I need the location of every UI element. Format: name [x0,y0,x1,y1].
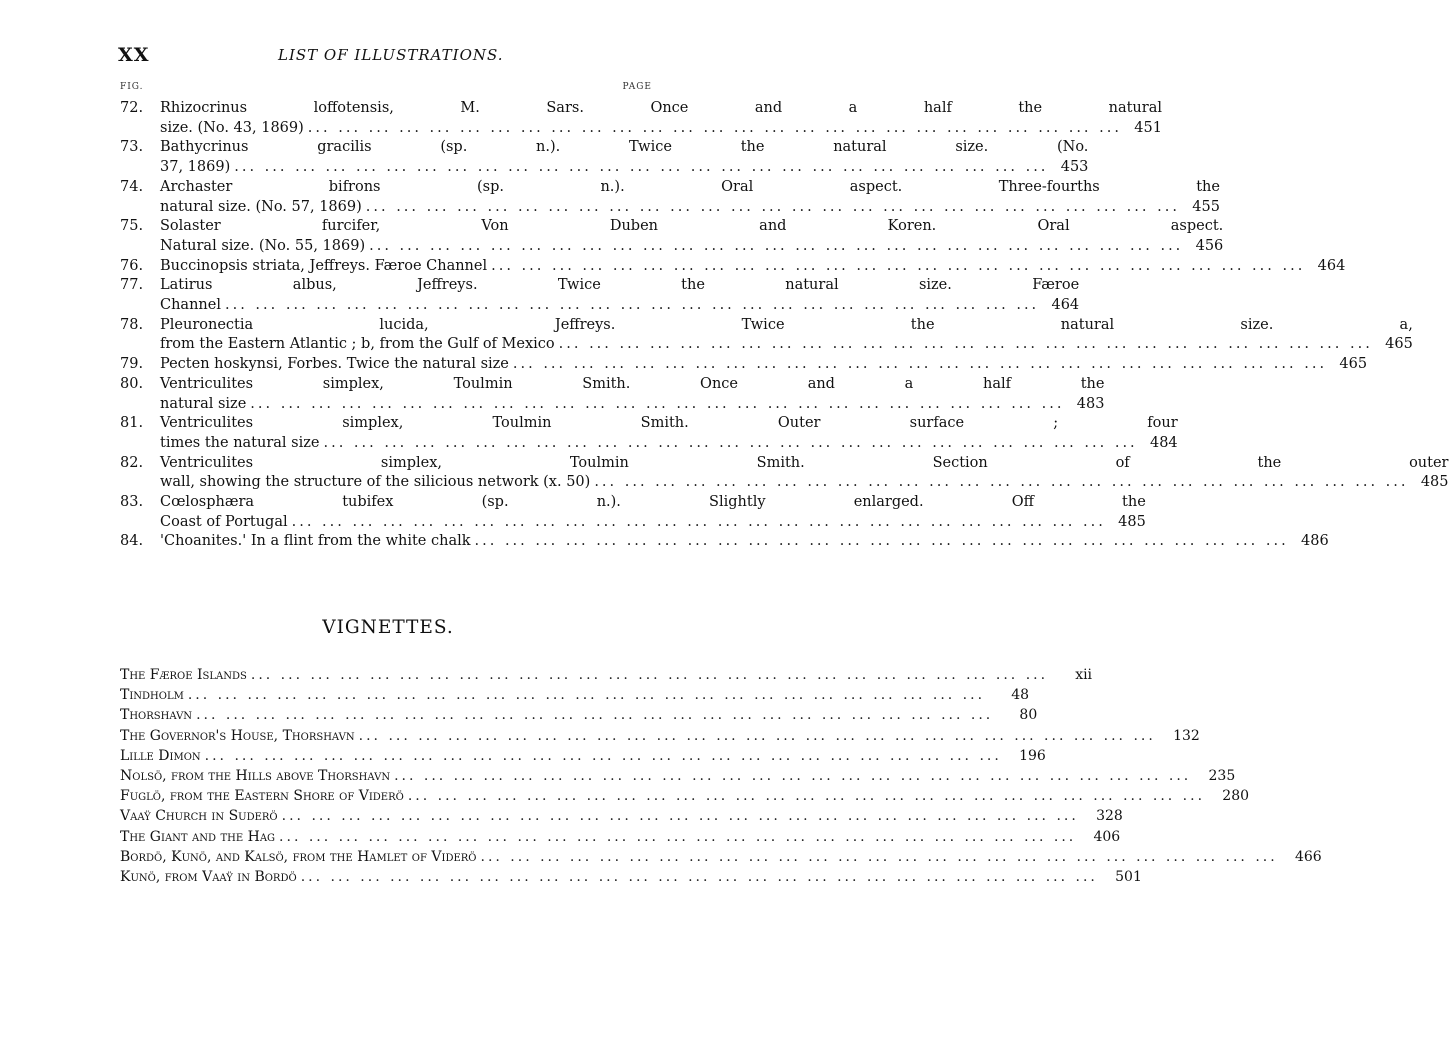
page-number: 485 [1420,474,1449,491]
list-item [120,532,1329,552]
list-item [120,99,1162,138]
list-item [120,685,1030,705]
leader-dots [234,158,1048,178]
leader-dots [359,726,1156,746]
list-item [120,867,1142,887]
list-item [120,257,1346,277]
vignettes-heading: VIGNETTES. [322,617,454,638]
figure-number: 75. [120,218,144,235]
list-item [120,786,1250,806]
entry-line: Pleuronectia lucida, Jeffreys. Twice the natural size. a, [160,316,1413,333]
entry-line: Natural size. (No. 55, 1869) [160,237,366,254]
entry-line: 'Choanites.' In a flint from the white chalk [160,533,471,550]
leader-dots [408,786,1205,806]
leader-dots [559,335,1373,355]
figure-number: 74. [120,178,144,195]
vignette-title: Bordö, Kunö, and Kalsö, from the Hamlet of Viderö [120,848,477,865]
leader-dots [250,395,1064,415]
entry-line: Solaster furcifer, Von Duben and Koren. Oral aspect. [160,218,1224,235]
entry-line: 37, 1869) [160,159,231,176]
vignette-title: Thorshavn [120,707,193,724]
entry-line: Ventriculites simplex, Toulmin Smith. Section of the outer [160,454,1449,471]
entry-line: Channel [160,297,221,314]
page-number: 235 [1208,768,1236,785]
leader-dots [323,434,1137,454]
page-number: 196 [1019,747,1046,764]
page-number: 328 [1096,808,1123,825]
figure-number: 80. [120,375,144,392]
leader-dots [594,473,1408,493]
page-number: 456 [1195,237,1224,254]
leader-dots [205,746,1002,766]
list-item [120,178,1220,217]
list-item [120,827,1121,847]
entry-line: Pecten hoskynsi, Forbes. Twice the natural size [160,356,509,373]
figure-number: 76. [120,257,144,274]
leader-dots [188,685,985,705]
list-item [120,746,1046,766]
leader-dots [308,119,1122,139]
list-item [120,806,1123,826]
figure-number: 79. [120,356,144,373]
entry-line: times the natural size [160,434,320,451]
page-number: 484 [1149,434,1178,451]
list-item [120,665,1093,685]
page-number: 455 [1192,198,1220,215]
page-number: 453 [1060,159,1089,176]
vignette-title: Lille Dimon [120,747,201,764]
list-item [120,493,1146,532]
vignette-title: The Giant and the Hag [120,828,276,845]
page-number: 485 [1118,513,1146,530]
entry-line: Cœlosphæra tubifex (sp. n.). Slightly enlarged. Off the [160,494,1146,511]
column-head-fig: FIG. [120,82,144,92]
entry-line: Ventriculites simplex, Toulmin Smith. Once and a half the [160,375,1105,392]
illustration-list [120,99,1449,552]
leader-dots [251,665,1048,685]
page-number: 464 [1317,257,1346,274]
list-item [120,766,1236,786]
page-number: xii [1075,667,1093,683]
leader-dots [196,705,993,725]
page-number: 132 [1173,727,1200,744]
leader-dots [225,296,1039,316]
leader-dots [394,766,1191,786]
page-number: 280 [1222,788,1250,805]
vignette-title: Nolsö, from the Hills above Thorshavn [120,768,391,785]
leader-dots [369,237,1183,257]
page-number: 464 [1051,297,1080,314]
vignette-title: Tindholm [120,687,184,704]
page-number: 465 [1339,356,1368,373]
vignette-title: The Færoe Islands [120,667,247,683]
vignette-title: Fuglö, from the Eastern Shore of Viderö [120,788,404,805]
entry-line: natural size. (No. 57, 1869) [160,198,362,215]
entry-line: Archaster bifrons (sp. n.). Oral aspect. Three-fourths the [160,178,1220,195]
leader-dots [481,847,1278,867]
page-number: 486 [1301,533,1329,550]
vignette-title: The Governor's House, Thorshavn [120,727,355,744]
list-item [120,414,1178,453]
leader-dots [475,532,1289,552]
figure-number: 84. [120,533,144,550]
column-head-page: PAGE [622,82,652,92]
figure-number: 78. [120,316,144,333]
leader-dots [513,355,1327,375]
page-number: 466 [1294,848,1322,865]
entry-line: Rhizocrinus loffotensis, M. Sars. Once and a half the natural [160,100,1162,116]
vignette-title: Kunö, from Vaaÿ in Bordö [120,869,297,886]
entry-line: from the Eastern Atlantic ; b, from the Gulf of Mexico [160,336,555,353]
leader-dots [292,513,1106,533]
page-number: 483 [1076,395,1105,412]
list-item [120,454,1449,493]
list-item [120,726,1200,746]
leader-dots [366,198,1180,218]
list-item [120,375,1105,414]
vignette-list [120,665,1322,887]
page-number: 48 [1011,687,1030,704]
page-number: 406 [1093,828,1121,845]
running-title: LIST OF ILLUSTRATIONS. [278,46,504,64]
list-item [120,276,1080,315]
entry-line: Latirus albus, Jeffreys. Twice the natural size. Færoe [160,277,1080,294]
leader-dots [491,257,1305,277]
page-folio: XX [118,44,150,66]
page-number: 451 [1134,119,1162,136]
entry-line: natural size [160,395,247,412]
page-number: 465 [1385,336,1413,353]
leader-dots [282,806,1079,826]
entry-line: size. (No. 43, 1869) [160,119,304,136]
figure-number: 82. [120,454,144,471]
entry-line: Buccinopsis striata, Jeffreys. Færoe Channel [160,257,488,274]
leader-dots [279,827,1076,847]
figure-number: 73. [120,139,144,156]
page-number: 501 [1115,869,1142,886]
entry-line: Bathycrinus gracilis (sp. n.). Twice the natural size. (No. [160,139,1089,156]
list-item [120,705,1038,725]
list-item [120,138,1089,177]
figure-number: 72. [120,100,144,116]
figure-number: 83. [120,494,144,511]
figure-number: 77. [120,277,144,294]
list-item [120,847,1322,867]
list-item [120,316,1413,355]
entry-line: Coast of Portugal [160,513,288,530]
figure-number: 81. [120,415,144,432]
entry-line: wall, showing the structure of the silicious network (x. 50) [160,474,591,491]
entry-line: Ventriculites simplex, Toulmin Smith. Outer surface ; four [160,415,1178,432]
vignette-title: Vaaÿ Church in Suderö [120,808,278,825]
page-number: 80 [1019,707,1038,724]
list-item [120,355,1368,375]
leader-dots [301,867,1098,887]
list-item [120,217,1224,256]
